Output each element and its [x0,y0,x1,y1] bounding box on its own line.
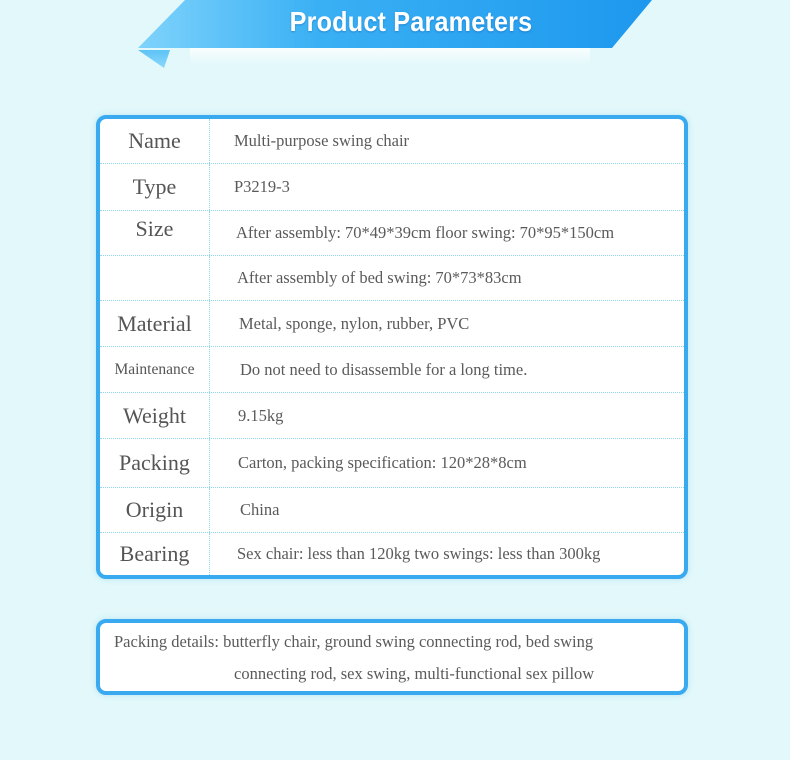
spec-label: Type [100,164,210,210]
spec-table [96,115,688,579]
spec-value: Multi-purpose swing chair [234,131,410,150]
spec-row-origin [100,488,684,533]
spec-row-weight [100,393,684,439]
spec-value: P3219-3 [234,177,290,196]
spec-row-bearing [100,533,684,575]
spec-value: Carton, packing specification: 120*28*8cm [238,453,527,472]
spec-row-size-bed [100,256,684,301]
spec-label: Bearing [100,533,210,575]
spec-value: 9.15kg [238,405,284,425]
spec-label [100,256,210,300]
spec-row-packing [100,439,684,488]
spec-label: Size [100,211,210,255]
packing-details-text-continued: connecting rod, sex swing, multi-functional sex pillow [234,664,595,683]
spec-row-size [100,211,684,256]
spec-label: Name [100,119,210,163]
spec-label: Weight [100,393,210,438]
spec-value: China [240,500,280,519]
packing-details-box [96,619,688,695]
page-title: Product Parameters [289,6,533,37]
spec-label: Material [100,301,210,346]
spec-row-type [100,164,684,211]
spec-value: Sex chair: less than 120kg two swings: less than 300kg [237,544,601,563]
spec-label: Origin [100,488,210,532]
spec-row-name [100,119,684,164]
spec-value: Do not need to disassemble for a long time. [240,359,528,379]
spec-label: Packing [100,439,210,487]
spec-value: Metal, sponge, nylon, rubber, PVC [239,313,470,333]
spec-value: After assembly of bed swing: 70*73*83cm [237,268,522,287]
spec-label: Maintenance [100,347,210,392]
spec-value: After assembly: 70*49*39cm floor swing: 70*95*150cm [236,223,615,242]
packing-details-text: Packing details: butterfly chair, ground swing connecting rod, bed swing [114,632,594,651]
header-banner [0,0,790,80]
spec-row-material [100,301,684,347]
spec-row-maintenance [100,347,684,393]
